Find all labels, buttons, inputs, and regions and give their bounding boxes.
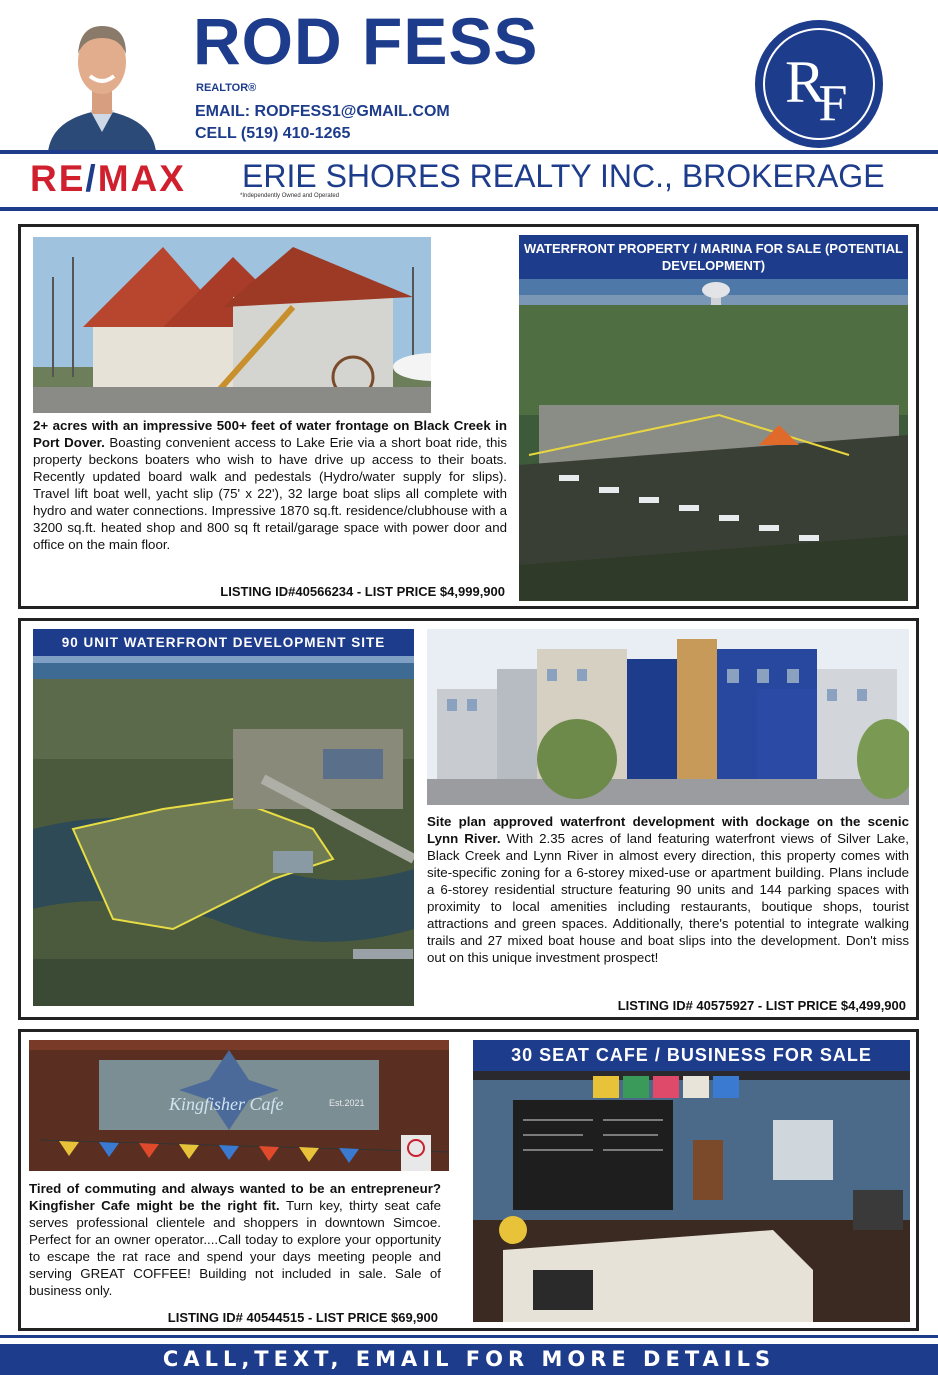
clubhouse-photo bbox=[33, 237, 431, 413]
agent-title: REALTOR® bbox=[196, 82, 257, 94]
agent-photo bbox=[18, 6, 186, 152]
development-aerial-photo bbox=[33, 629, 414, 1006]
listing-body: Turn key, thirty seat cafe serves professional clientele and shoppers in downtown Simcoe. Perfect for an owner operator....Call today to explore your opportunity to escape the rat race and spend your days meeting people and serving GREAT COFFEE! Building not included in sale. Sale of business only. bbox=[29, 1198, 442, 1298]
cafe-sign-text: Kingfisher Cafe bbox=[169, 1094, 284, 1114]
listing-card-cafe bbox=[18, 1029, 919, 1331]
svg-text:F: F bbox=[818, 75, 848, 132]
cafe-sign-photo bbox=[29, 1040, 449, 1171]
cafe-sign-est: Est.2021 bbox=[329, 1098, 365, 1108]
listing-price-cafe: LISTING ID# 40544515 - LIST PRICE $69,900 bbox=[167, 1310, 438, 1325]
listing-headline: Tired of commuting and always wanted to be an entrepreneur? Kingfisher Cafe might be the right fit. bbox=[29, 1181, 441, 1213]
listing-price-development: LISTING ID# 40575927 - LIST PRICE $4,499,900 bbox=[617, 998, 906, 1013]
monogram-logo bbox=[755, 20, 883, 148]
listing-headline: 2+ acres with an impressive 500+ feet of water frontage on Black Creek in Port Dover. bbox=[33, 418, 507, 450]
listing-price-marina: LISTING ID#40566234 - LIST PRICE $4,999,900 bbox=[220, 584, 505, 599]
footer-rule bbox=[0, 1335, 938, 1338]
listing-banner-cafe: 30 SEAT CAFE / BUSINESS FOR SALE bbox=[473, 1040, 910, 1071]
remax-logo: RE/MAX bbox=[30, 158, 186, 199]
listing-body: With 2.35 acres of land featuring waterfront views of Silver Lake, Black Creek and Lynn River in almost every direction, this property comes with site-specific zoning for a 6-storey mixed-use or apartment building. Plans include a 6-storey residential structure featuring 90 units and 144 parking spaces with proximity to local amenities including restaurants, boutique shops, tourist attractions and green spaces. Additionally, there's potential to integrate walking trails and 27 mixed boat house and boat slips into the development. Don't miss out on this unique investment prospect! bbox=[427, 831, 909, 965]
cafe-interior-photo bbox=[473, 1040, 910, 1322]
marina-aerial-photo bbox=[519, 235, 908, 601]
agent-email[interactable]: EMAIL: RODFESS1@GMAIL.COM bbox=[195, 103, 450, 120]
listing-description-development bbox=[427, 813, 909, 966]
listing-description-marina bbox=[33, 417, 507, 553]
header-rule-top bbox=[0, 150, 938, 154]
listing-card-marina bbox=[18, 224, 919, 609]
agent-name: ROD FESS bbox=[193, 4, 539, 78]
listing-body: Boasting convenient access to Lake Erie via a short boat ride, this property beckons boaters who wish to have drive up access to their boats. Recently updated board walk and pedestals (Hydro/water supply for slips). Travel lift boat well, yacht slip (75' x 22'), 32 large boat slips all complete with hydro and water connections. Impressive 1870 sq.ft. residence/clubhouse with a 3200 sq.ft. heated shop and 800 sq ft retail/garage space with power door and office on the main floor. bbox=[33, 435, 507, 552]
listing-banner-development: 90 UNIT WATERFRONT DEVELOPMENT SITE bbox=[33, 629, 414, 656]
svg-text:R: R bbox=[784, 49, 826, 115]
agent-phone[interactable]: CELL (519) 410-1265 bbox=[195, 125, 351, 142]
listing-headline: Site plan approved waterfront development with dockage on the scenic Lynn River. bbox=[427, 814, 909, 846]
header-rule-bottom bbox=[0, 207, 938, 211]
brokerage-name: ERIE SHORES REALTY INC., BROKERAGE bbox=[242, 158, 885, 194]
building-rendering-photo bbox=[427, 629, 909, 805]
brokerage-disclaimer: *Independently Owned and Operated bbox=[240, 193, 340, 199]
footer-call-to-action: CALL,TEXT, EMAIL FOR MORE DETAILS bbox=[162, 1347, 776, 1371]
listing-banner-marina: WATERFRONT PROPERTY / MARINA FOR SALE (POTENTIAL DEVELOPMENT) bbox=[519, 235, 908, 279]
listing-card-development bbox=[18, 618, 919, 1020]
listing-description-cafe bbox=[29, 1180, 441, 1299]
